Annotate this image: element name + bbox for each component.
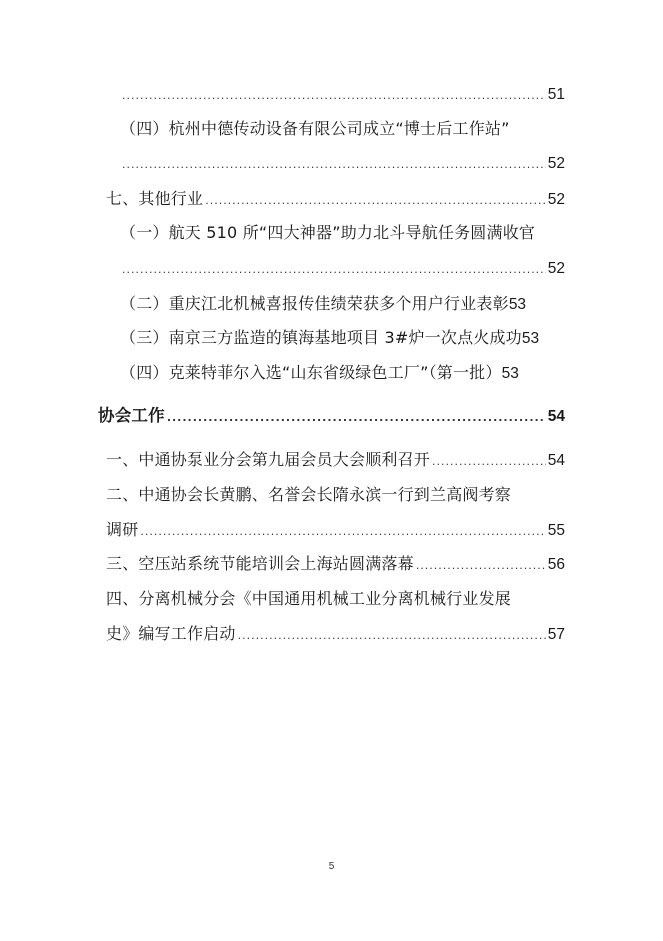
toc-page-number: 52: [547, 260, 565, 277]
toc-dot-leader: [205, 190, 546, 212]
toc-entry-title: 史》编写工作启动: [106, 624, 236, 643]
toc-entry-title[interactable]: （四）杭州中德传动设备有限公司成立“博士后工作站”: [120, 119, 510, 138]
toc-entry-title: 协会工作: [98, 406, 165, 425]
toc-dot-leader: [416, 555, 546, 577]
toc-entry[interactable]: [120, 362, 582, 385]
toc-entry-title: （二）重庆江北机械喜报传佳绩荣获多个用户行业表彰: [120, 294, 509, 313]
toc-entry-title: 调研: [106, 520, 139, 539]
toc-entry-title: （四）克莱特菲尔入选“山东省级绿色工厂”（第一批）: [120, 363, 502, 382]
toc-page-number: 57: [547, 626, 565, 643]
toc-dot-leader: [122, 259, 546, 281]
toc-page-number: 53: [508, 296, 527, 313]
toc-entry-leader[interactable]: [120, 258, 565, 281]
toc-entry[interactable]: [106, 188, 565, 212]
toc-page-number: 52: [547, 155, 565, 172]
toc-page-number: 56: [547, 556, 565, 573]
toc-chapter-entry[interactable]: [98, 405, 565, 429]
toc-entry-title: 一、中通协泵业分会第九届会员大会顺利召开: [106, 450, 431, 469]
toc-page-number: 54: [547, 408, 565, 425]
toc-entry-title[interactable]: （一）航天 510 所“四大神器”助力北斗导航任务圆满收官: [120, 223, 536, 242]
toc-entry-title[interactable]: 二、中通协会长黄鹏、名誉会长隋永滨一行到兰高阀考察: [106, 485, 512, 504]
toc-dot-leader: [238, 625, 546, 647]
toc-entry[interactable]: [106, 553, 565, 577]
toc-page-number: 51: [547, 86, 565, 103]
toc-dot-leader: [167, 407, 546, 429]
toc-dot-leader: [432, 451, 546, 473]
toc-entry-leader[interactable]: [120, 153, 565, 176]
toc-entry[interactable]: [120, 293, 578, 316]
toc-entry-title: 七、其他行业: [106, 189, 204, 208]
toc-page-number: 53: [501, 365, 519, 382]
toc-dot-leader: [122, 85, 546, 107]
toc-page-number: 54: [547, 452, 565, 469]
toc-entry-leader[interactable]: [120, 84, 565, 107]
toc-dot-leader: [122, 154, 546, 176]
toc-entry[interactable]: [120, 327, 580, 350]
toc-entry[interactable]: [106, 519, 565, 543]
toc-page-number: 55: [547, 522, 565, 539]
toc-entry-title: （三）南京三方监造的镇海基地项目 3#炉一次点火成功: [120, 328, 522, 347]
toc-page-number: 52: [547, 191, 565, 208]
toc-page-number: 53: [521, 330, 540, 347]
toc-entry[interactable]: [106, 449, 565, 473]
toc-dot-leader: [140, 521, 545, 543]
toc-entry-title: 三、空压站系统节能培训会上海站圆满落幕: [106, 554, 414, 573]
page-number: 5: [328, 861, 335, 872]
toc-entry-title[interactable]: 四、分离机械分会《中国通用机械工业分离机械行业发展: [106, 589, 512, 608]
toc-entry[interactable]: [106, 623, 565, 647]
